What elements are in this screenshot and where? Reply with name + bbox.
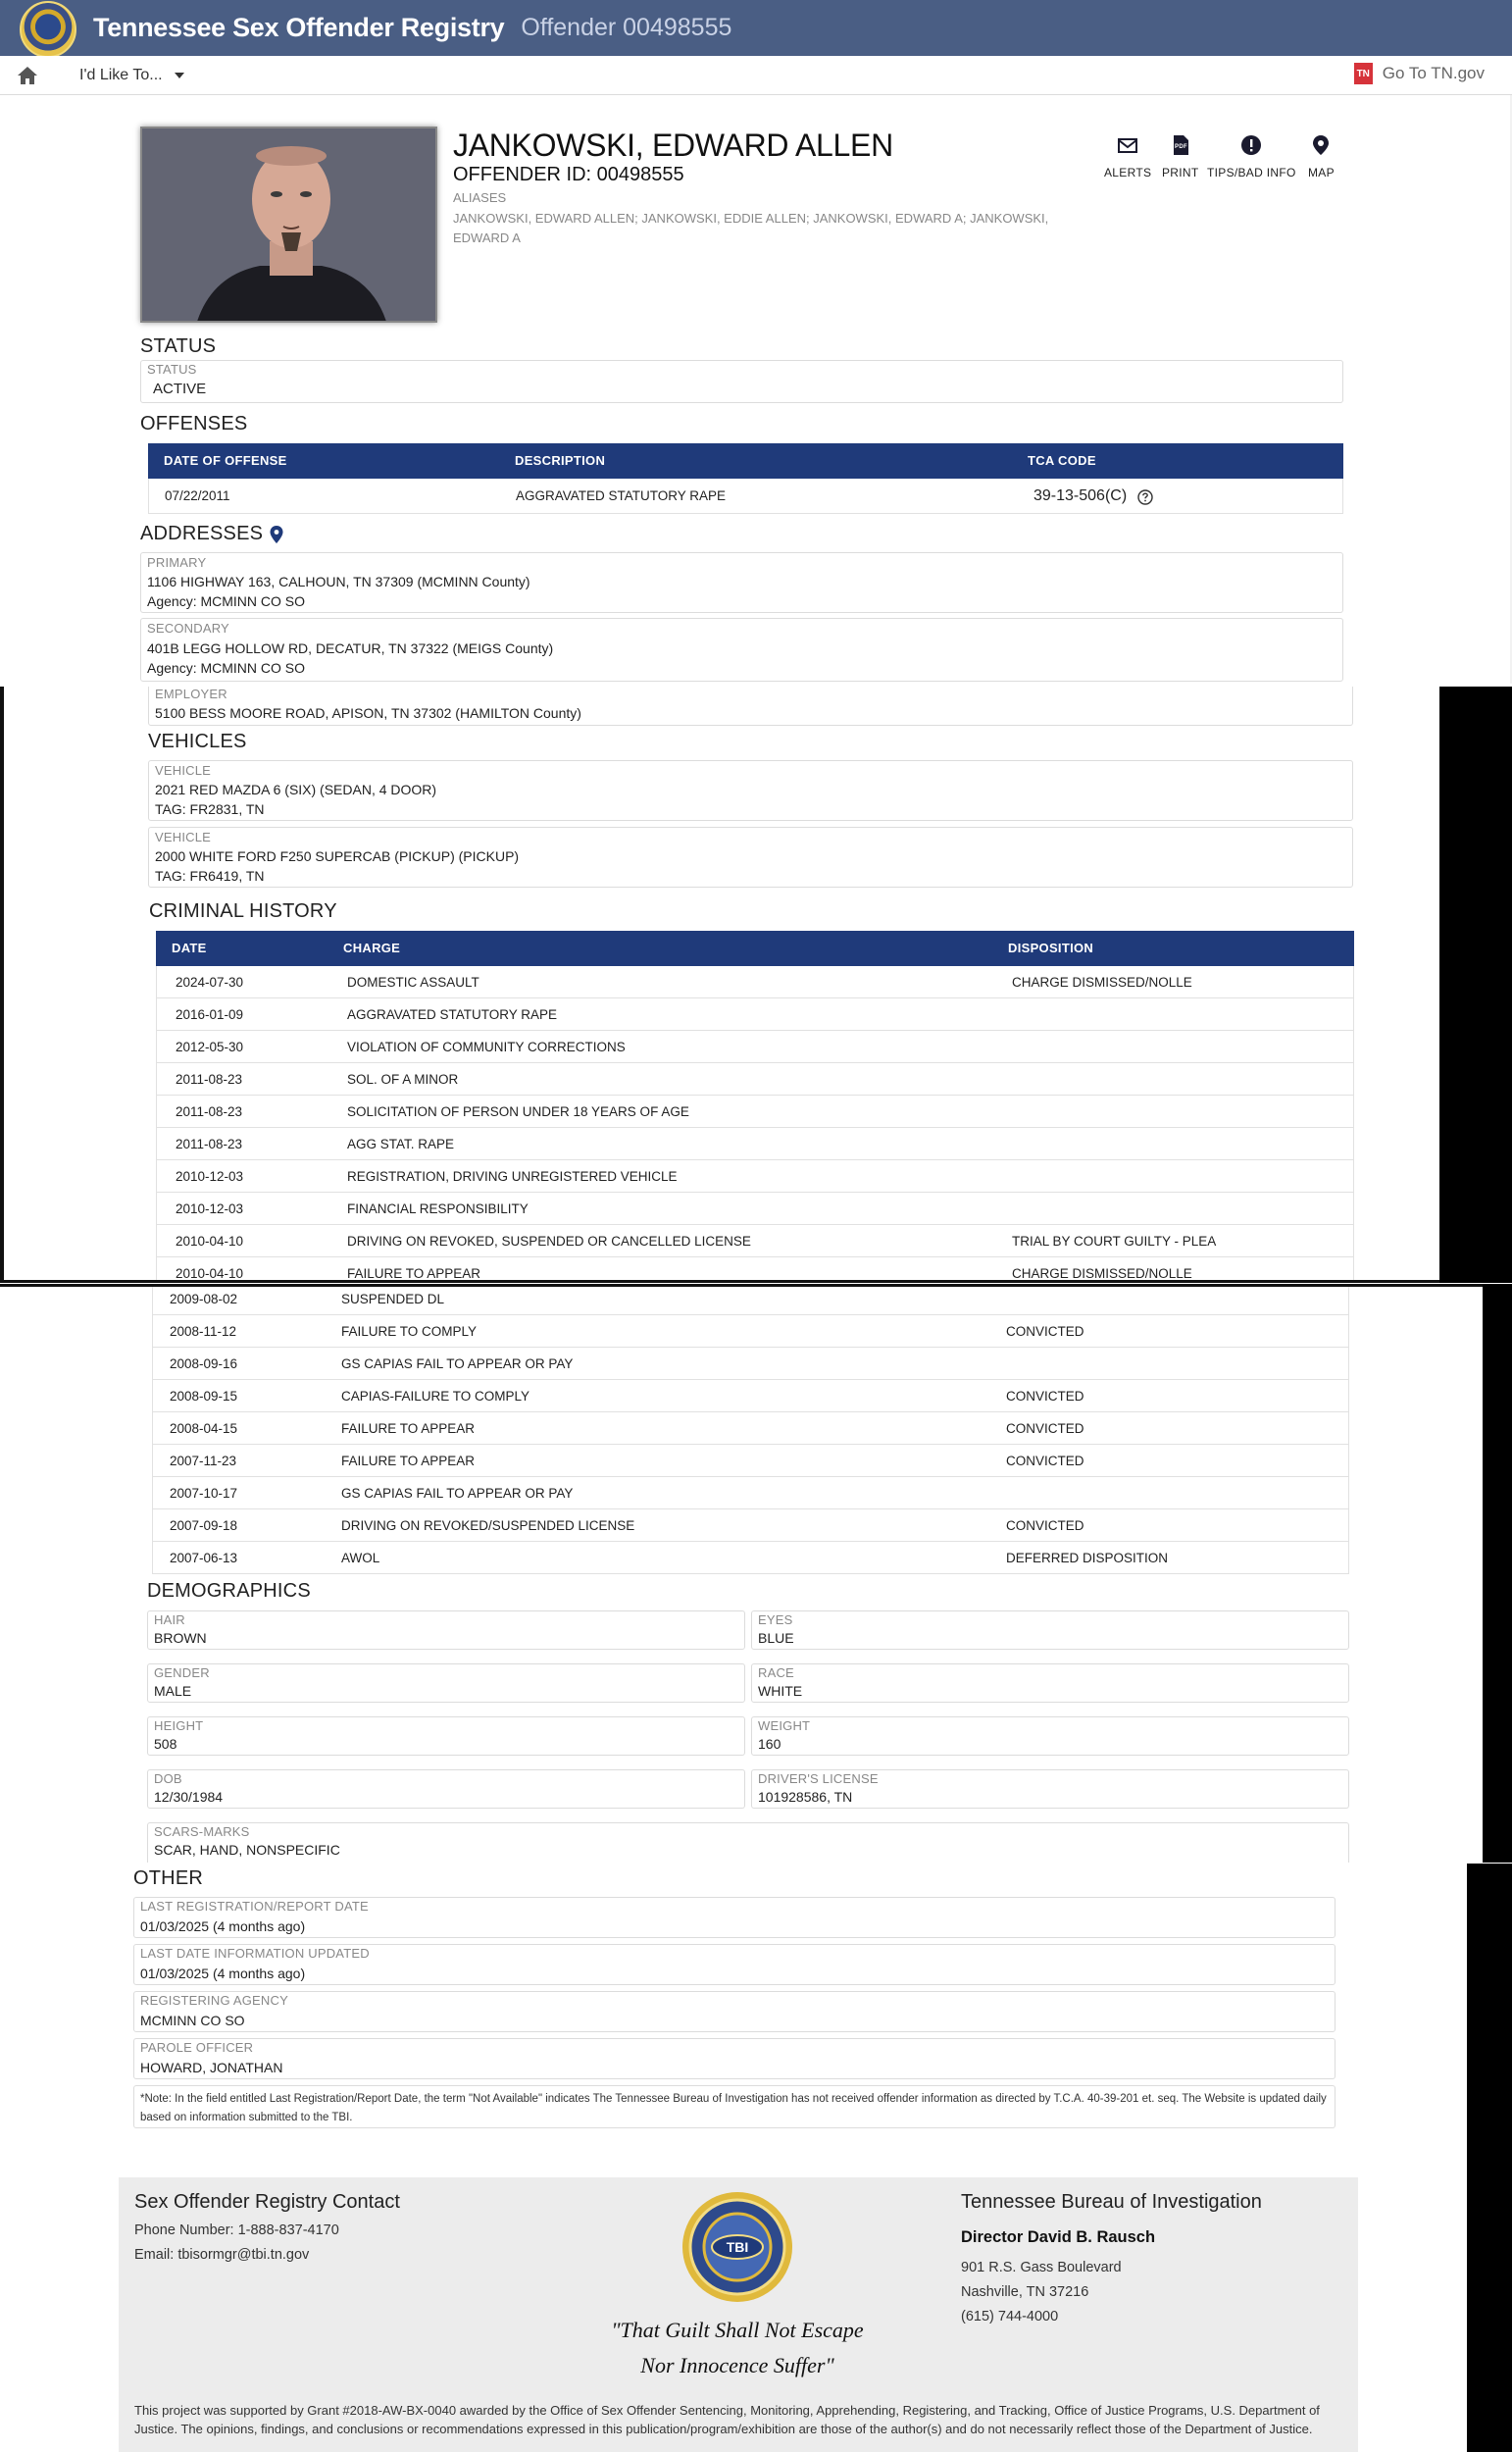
primary-address-label: PRIMARY [147, 555, 207, 570]
tbi-seal-icon [680, 2190, 794, 2304]
eyes-value: BLUE [758, 1630, 794, 1646]
vehicle-1-field [148, 760, 1353, 821]
criminal-history-row [156, 1193, 1354, 1225]
screenshot-gap [1439, 687, 1512, 1283]
contact-title: Sex Offender Registry Contact [134, 2191, 400, 2213]
last-updated-value: 01/03/2025 (4 months ago) [140, 1966, 306, 1981]
history-date: 2011-08-23 [176, 1137, 243, 1151]
parole-officer-field [133, 2038, 1336, 2079]
scars-marks-label: SCARS-MARKS [154, 1824, 250, 1839]
offense-date: 07/22/2011 [165, 488, 230, 503]
criminal-history-row [152, 1477, 1349, 1509]
like-to-dropdown[interactable] [79, 67, 184, 84]
secondary-address-label: SECONDARY [147, 621, 229, 636]
screenshot-gap [1467, 1864, 1512, 2452]
status-value: ACTIVE [153, 381, 207, 397]
history-date: 2008-09-16 [170, 1356, 238, 1371]
employer-address-field [148, 687, 1353, 726]
addresses-heading-label: ADDRESSES [140, 523, 264, 544]
gender-field [147, 1663, 745, 1703]
offense-row [148, 479, 1343, 514]
history-date: 2010-04-10 [176, 1234, 244, 1249]
gender-value: MALE [154, 1683, 192, 1699]
registering-agency-value: MCMINN CO SO [140, 2013, 245, 2028]
map-label: MAP [1308, 166, 1335, 179]
history-date: 2007-06-13 [170, 1551, 238, 1565]
offense-description: AGGRAVATED STATUTORY RAPE [516, 488, 727, 503]
history-disposition: CONVICTED [1006, 1324, 1084, 1339]
history-disposition: CHARGE DISMISSED/NOLLE [1012, 975, 1192, 990]
history-date: 2008-04-15 [170, 1421, 238, 1436]
offender-id: OFFENDER ID: 00498555 [453, 164, 684, 185]
mail-icon [1117, 134, 1138, 156]
history-date: 2007-10-17 [170, 1486, 238, 1501]
screenshot-gap [1483, 1284, 1512, 1863]
history-charge: AWOL [341, 1551, 380, 1565]
aliases-label: ALIASES [453, 190, 507, 205]
history-date: 2009-08-02 [170, 1292, 238, 1306]
home-icon[interactable] [17, 66, 38, 85]
vehicles-heading: VEHICLES [148, 731, 247, 752]
tbi-motto [541, 2313, 933, 2383]
tbi-seal-logo [20, 1, 76, 58]
history-charge: FINANCIAL RESPONSIBILITY [347, 1201, 529, 1216]
history-disposition: CHARGE DISMISSED/NOLLE [1012, 1266, 1192, 1281]
tbi-director: Director David B. Rausch [961, 2228, 1156, 2246]
tbi-address-line-1: 901 R.S. Gass Boulevard [961, 2260, 1122, 2275]
height-field [147, 1716, 745, 1756]
map-button[interactable] [1308, 134, 1335, 179]
history-date: 2024-07-30 [176, 975, 244, 990]
history-charge: SOLICITATION OF PERSON UNDER 18 YEARS OF AGE [347, 1104, 689, 1119]
like-to-label: I'd Like To... [79, 66, 163, 83]
vehicle-tag: TAG: FR6419, TN [155, 868, 265, 884]
addresses-heading [140, 523, 284, 545]
caret-down-icon [175, 73, 184, 78]
vehicle-label: VEHICLE [155, 830, 212, 844]
secondary-address-line: 401B LEGG HOLLOW RD, DECATUR, TN 37322 (MEIGS County) [147, 640, 554, 656]
menu-bar [0, 56, 1512, 95]
dob-value: 12/30/1984 [154, 1789, 224, 1805]
vehicle-2-field [148, 827, 1353, 888]
tbi-address-line-2: Nashville, TN 37216 [961, 2284, 1089, 2300]
other-heading: OTHER [133, 1867, 203, 1889]
primary-address-line: 1106 HIGHWAY 163, CALHOUN, TN 37309 (MCMINN County) [147, 574, 530, 589]
offender-name: JANKOWSKI, EDWARD ALLEN [453, 128, 893, 163]
criminal-history-row [152, 1315, 1349, 1348]
criminal-history-row [152, 1445, 1349, 1477]
history-date: 2012-05-30 [176, 1040, 244, 1054]
history-charge: REGISTRATION, DRIVING UNREGISTERED VEHICLE [347, 1169, 678, 1184]
tn-logo-icon: TN [1354, 63, 1373, 84]
app-header [0, 0, 1512, 56]
vehicle-tag: TAG: FR2831, TN [155, 801, 265, 817]
history-charge: FAILURE TO APPEAR [341, 1454, 476, 1468]
history-date: 2008-09-15 [170, 1389, 238, 1404]
primary-address-agency: Agency: MCMINN CO SO [147, 593, 306, 609]
app-title: Tennessee Sex Offender Registry [93, 13, 505, 42]
criminal-history-row [152, 1542, 1349, 1574]
employer-address-line: 5100 BESS MOORE ROAD, APISON, TN 37302 (HAMILTON County) [155, 705, 581, 721]
print-label: PRINT [1162, 166, 1199, 179]
criminal-history-row [156, 1031, 1354, 1063]
registration-note: *Note: In the field entitled Last Registration/Report Date, the term "Not Available" indicates The Tennessee Bureau of Investigation has not received offender information as directed by T.C.A. 40-39-201 et. seq. The Website is updated daily based on information submitted to the TBI. [133, 2085, 1336, 2128]
criminal-history-table-header [156, 931, 1354, 966]
history-charge: GS CAPIAS FAIL TO APPEAR OR PAY [341, 1486, 574, 1501]
race-field [751, 1663, 1349, 1703]
weight-value: 160 [758, 1736, 781, 1752]
pdf-icon [1170, 134, 1191, 156]
history-date: 2010-12-03 [176, 1201, 244, 1216]
tips-label: TIPS/BAD INFO [1207, 166, 1296, 179]
scars-marks-field [147, 1822, 1349, 1863]
history-charge: CAPIAS-FAILURE TO COMPLY [341, 1389, 530, 1404]
demographics-heading: DEMOGRAPHICS [147, 1580, 311, 1602]
drivers-license-value: 101928586, TN [758, 1789, 853, 1805]
scars-marks-value: SCAR, HAND, NONSPECIFIC [154, 1842, 340, 1858]
history-date: 2016-01-09 [176, 1007, 244, 1022]
history-disposition: DEFERRED DISPOSITION [1006, 1551, 1169, 1565]
criminal-history-row [156, 1063, 1354, 1096]
page-footer [119, 2177, 1358, 2452]
vehicle-description: 2000 WHITE FORD F250 SUPERCAB (PICKUP) (PICKUP) [155, 848, 520, 864]
drivers-license-label: DRIVER'S LICENSE [758, 1771, 879, 1786]
parole-officer-value: HOWARD, JONATHAN [140, 2060, 283, 2075]
eyes-label: EYES [758, 1612, 793, 1627]
registering-agency-field [133, 1991, 1336, 2032]
history-date: 2010-12-03 [176, 1169, 244, 1184]
history-charge: AGG STAT. RAPE [347, 1137, 455, 1151]
page-subtitle: Offender 00498555 [521, 14, 732, 41]
criminal-history-row [152, 1348, 1349, 1380]
history-date: 2008-11-12 [170, 1324, 237, 1339]
col-tca-code: TCA CODE [1028, 453, 1096, 468]
help-circle-icon[interactable] [1137, 489, 1153, 505]
last-registration-value: 01/03/2025 (4 months ago) [140, 1918, 306, 1934]
svg-text:PDF: PDF [1174, 144, 1187, 150]
last-registration-label: LAST REGISTRATION/REPORT DATE [140, 1899, 369, 1914]
offender-photo [140, 127, 437, 323]
map-pin-icon [1310, 134, 1332, 156]
col-disposition: DISPOSITION [1008, 941, 1094, 955]
eyes-field [751, 1610, 1349, 1650]
offenses-heading: OFFENSES [140, 413, 248, 434]
criminal-history-row [152, 1412, 1349, 1445]
alerts-label: ALERTS [1104, 166, 1152, 179]
hair-value: BROWN [154, 1630, 207, 1646]
offenses-table-header [148, 443, 1343, 479]
criminal-history-row [156, 1257, 1354, 1283]
history-charge: AGGRAVATED STATUTORY RAPE [347, 1007, 558, 1022]
criminal-history-row [156, 1160, 1354, 1193]
primary-address-field [140, 552, 1343, 613]
col-date-of-offense: DATE OF OFFENSE [164, 453, 287, 468]
contact-email[interactable]: Email: tbisormgr@tbi.tn.gov [134, 2247, 310, 2263]
secondary-address-field [140, 618, 1343, 682]
height-label: HEIGHT [154, 1718, 204, 1733]
history-disposition: CONVICTED [1006, 1454, 1084, 1468]
criminal-history-heading: CRIMINAL HISTORY [149, 900, 337, 922]
history-disposition: CONVICTED [1006, 1421, 1084, 1436]
go-to-tn-link[interactable] [1354, 63, 1485, 84]
weight-field [751, 1716, 1349, 1756]
registering-agency-label: REGISTERING AGENCY [140, 1993, 288, 2008]
grant-disclaimer: This project was supported by Grant #2018-AW-BX-0040 awarded by the Office of Sex Offender Sentencing, Monitoring, Apprehending, Registering, and Tracking, Office of Justice Programs, U.S. Department of Justice. The opinions, findings, and conclusions or recommendations expressed in this publication/program/exhibition are those of the author(s) and do not necessarily reflect those of the Department of Justice. [134, 2403, 1320, 2436]
secondary-address-agency: Agency: MCMINN CO SO [147, 660, 306, 676]
criminal-history-row [152, 1380, 1349, 1412]
history-charge: DRIVING ON REVOKED/SUSPENDED LICENSE [341, 1518, 635, 1533]
history-charge: DRIVING ON REVOKED, SUSPENDED OR CANCELLED LICENSE [347, 1234, 751, 1249]
vehicle-description: 2021 RED MAZDA 6 (SIX) (SEDAN, 4 DOOR) [155, 782, 437, 797]
history-charge: FAILURE TO APPEAR [341, 1421, 476, 1436]
history-disposition: TRIAL BY COURT GUILTY - PLEA [1012, 1234, 1217, 1249]
criminal-history-row [156, 1096, 1354, 1128]
weight-label: WEIGHT [758, 1718, 811, 1733]
history-charge: GS CAPIAS FAIL TO APPEAR OR PAY [341, 1356, 574, 1371]
profile-block-lower [0, 1284, 1483, 1863]
history-date: 2010-04-10 [176, 1266, 244, 1281]
alerts-button[interactable] [1104, 134, 1151, 179]
dob-label: DOB [154, 1771, 182, 1786]
col-description: DESCRIPTION [515, 453, 606, 468]
col-charge: CHARGE [343, 941, 401, 955]
history-charge: FAILURE TO COMPLY [341, 1324, 478, 1339]
history-date: 2011-08-23 [176, 1104, 243, 1119]
criminal-history-row [156, 1225, 1354, 1257]
status-heading: STATUS [140, 335, 217, 357]
svg-text:TBI: TBI [726, 2239, 749, 2255]
last-updated-label: LAST DATE INFORMATION UPDATED [140, 1946, 370, 1961]
height-value: 508 [154, 1736, 177, 1752]
parole-officer-label: PAROLE OFFICER [140, 2040, 254, 2055]
vehicle-label: VEHICLE [155, 763, 212, 778]
employer-label: EMPLOYER [155, 687, 227, 701]
race-value: WHITE [758, 1683, 803, 1699]
print-button[interactable] [1162, 134, 1199, 179]
motto-line-1: "That Guilt Shall Not Escape [611, 2318, 864, 2342]
history-charge: SUSPENDED DL [341, 1292, 445, 1306]
race-label: RACE [758, 1665, 794, 1680]
gender-label: GENDER [154, 1665, 210, 1680]
tips-bad-info-button[interactable] [1207, 134, 1296, 179]
criminal-history-row [152, 1509, 1349, 1542]
history-date: 2007-09-18 [170, 1518, 238, 1533]
hair-label: HAIR [154, 1612, 185, 1627]
col-date: DATE [172, 941, 207, 955]
history-charge: FAILURE TO APPEAR [347, 1266, 481, 1281]
tbi-title: Tennessee Bureau of Investigation [961, 2191, 1262, 2213]
history-date: 2011-08-23 [176, 1072, 243, 1087]
profile-block-top [0, 95, 1510, 687]
criminal-history-row [156, 966, 1354, 998]
history-charge: DOMESTIC ASSAULT [347, 975, 479, 990]
alert-circle-icon [1240, 134, 1262, 156]
history-charge: SOL. OF A MINOR [347, 1072, 459, 1087]
dob-field [147, 1769, 745, 1809]
aliases-value: JANKOWSKI, EDWARD ALLEN; JANKOWSKI, EDDIE ALLEN; JANKOWSKI, EDWARD A; JANKOWSKI, EDWARD A [453, 211, 1049, 245]
criminal-history-row [152, 1284, 1349, 1315]
history-disposition: CONVICTED [1006, 1518, 1084, 1533]
map-marker-icon[interactable] [269, 525, 284, 544]
motto-line-2: Nor Innocence Suffer" [640, 2353, 834, 2377]
tbi-phone: (615) 744-4000 [961, 2309, 1059, 2324]
status-field [140, 360, 1343, 403]
profile-block-middle [0, 687, 1439, 1283]
offense-tca-code: 39-13-506(C) [1033, 487, 1128, 504]
hair-field [147, 1610, 745, 1650]
last-registration-field [133, 1897, 1336, 1938]
drivers-license-field [751, 1769, 1349, 1809]
history-date: 2007-11-23 [170, 1454, 237, 1468]
last-updated-field [133, 1944, 1336, 1985]
status-label: STATUS [147, 362, 197, 377]
contact-phone: Phone Number: 1-888-837-4170 [134, 2222, 339, 2238]
go-to-tn-label: Go To TN.gov [1382, 64, 1485, 82]
history-charge: VIOLATION OF COMMUNITY CORRECTIONS [347, 1040, 626, 1054]
criminal-history-row [156, 998, 1354, 1031]
history-disposition: CONVICTED [1006, 1389, 1084, 1404]
criminal-history-row [156, 1128, 1354, 1160]
